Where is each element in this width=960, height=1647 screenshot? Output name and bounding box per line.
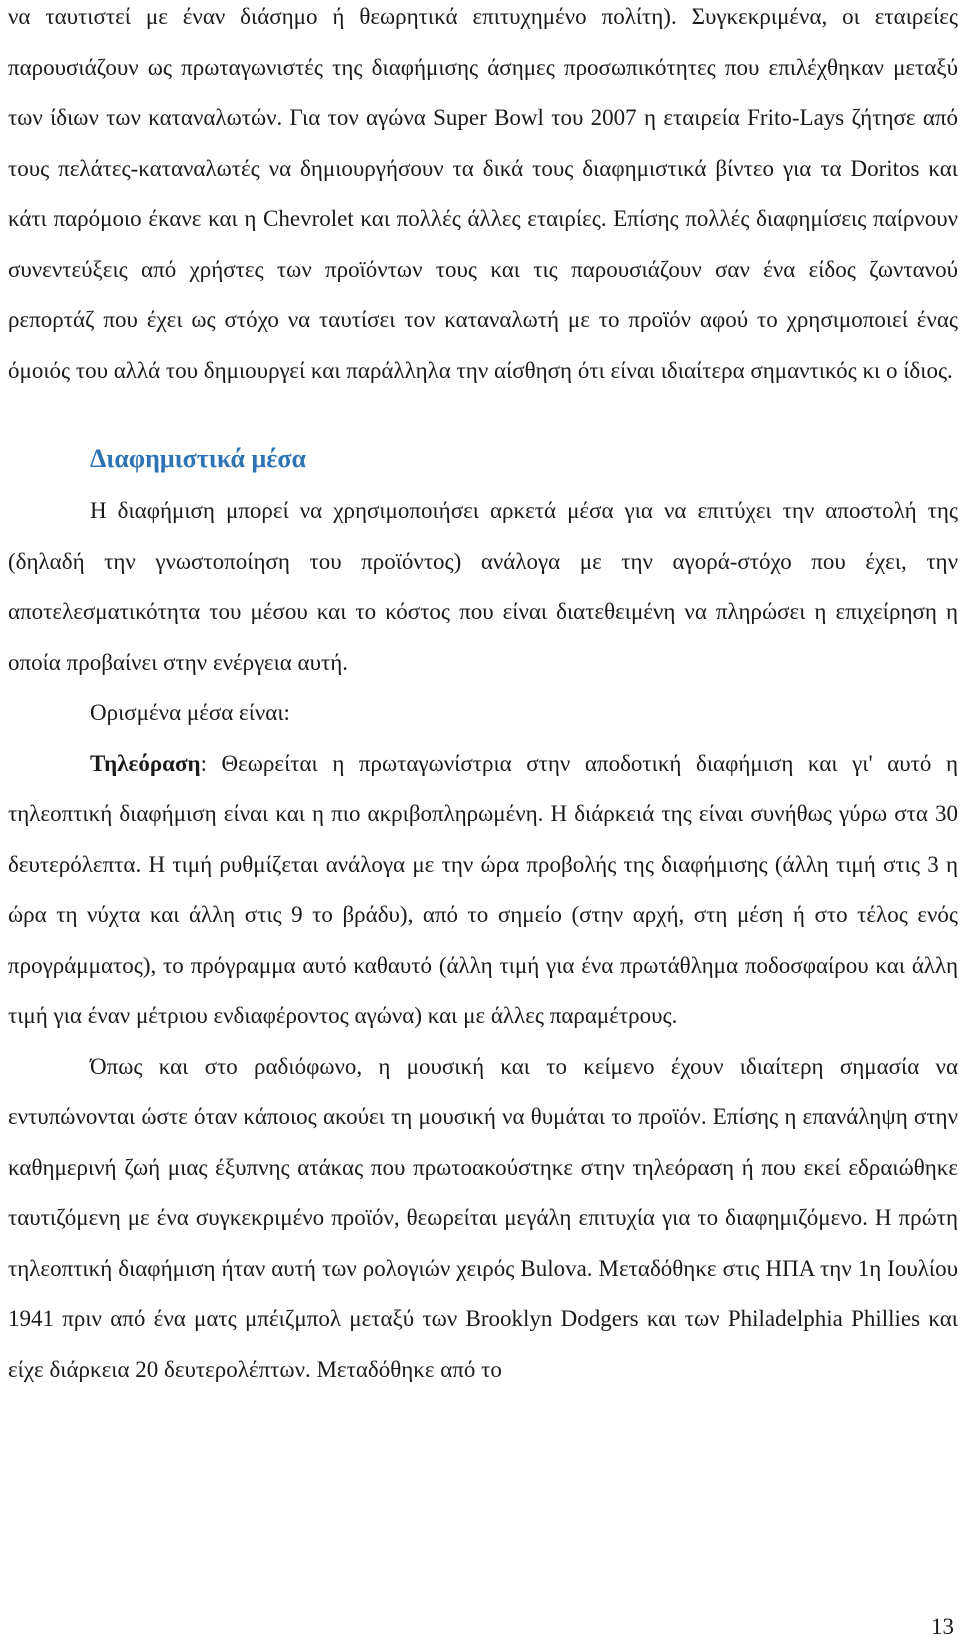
tv-text: : Θεωρείται η πρωταγωνίστρια στην αποδοτική διαφήμιση και γι' αυτό η τηλεοπτική διαφήμιση είναι και η πιο ακριβοπληρωμένη. Η διάρκειά της είναι συνήθως γύρω στα 30 δευτερόλεπτα. Η τιμή ρυθμίζεται ανάλογα με την ώρα προβολής της διαφήμισης (άλλη τιμή στις 3 η ώρα τη νύχτα και άλλη στις 9 το βράδυ), από το σημείο (στην αρχή, στη μέση ή στο τέλος ενός προγράμματος), το πρόγραμμα αυτό καθαυτό (άλλη τιμή για ένα πρωτάθλημα ποδοσφαίρου και άλλη τιμή για έναν μέτριου ενδιαφέροντος αγώνα) και με άλλες παραμέτρους. xyxy=(8,750,958,1028)
paragraph-radio: Όπως και στο ραδιόφωνο, η μουσική και το κείμενο έχουν ιδιαίτερη σημασία να εντυπώνονται ώστε όταν κάποιος ακούει τη μουσική να θυμάται το προϊόν. Επίσης η επανάληψη στην καθημερινή ζωή μιας έξυπνης ατάκας που πρωτοακούστηκε στην τηλεόραση ή που εκεί εδραιώθηκε ταυτιζόμενη με ένα συγκεκριμένο προϊόν, θεωρείται μεγάλη επιτυχία για το διαφημιζόμενο. Η πρώτη τηλεοπτική διαφήμιση ήταν αυτή των ρολογιών χειρός Bulova. Μεταδόθηκε στις ΗΠΑ την 1η Ιουλίου 1941 πριν από ένα ματς μπέιζμπολ μεταξύ των Brooklyn Dodgers και των Philadelphia Phillies και είχε διάρκεια 20 δευτερολέπτων. Μεταδόθηκε από το xyxy=(8,1053,958,1382)
paragraph-intro: να ταυτιστεί με έναν διάσημο ή θεωρητικά επιτυχημένο πολίτη). Συγκεκριμένα, οι εταιρείες παρουσιάζουν ως πρωταγωνιστές της διαφήμισης άσημες προσωπικότητες που επιλέχθηκαν μεταξύ των ίδιων των καταναλωτών. Για τον αγώνα Super Bowl του 2007 η εταιρεία Frito-Lays ζήτησε από τους πελάτες-καταναλωτές να δημιουργήσουν τα δικά τους διαφημιστικά βίντεο για τα Doritos και κάτι παρόμοιο έκανε και η Chevrolet και πολλές άλλες εταιρίες. Επίσης πολλές διαφημίσεις παίρνουν συνεντεύξεις από χρήστες των προϊόντων τους και τις παρουσιάζουν σαν ένα είδος ζωντανού ρεπορτάζ που έχει ως στόχο να ταυτίσει τον καταναλωτή με το προϊόν αφού το χρησιμοποιεί ένας όμοιός του αλλά του δημιουργεί και παράλληλα την αίσθηση ότι είναι ιδιαίτερα σημαντικός κι ο ίδιος. xyxy=(8,4,958,383)
document-page xyxy=(8,0,958,1395)
paragraph-some-media: Ορισμένα μέσα είναι: xyxy=(90,700,290,725)
tv-term: Τηλεόραση xyxy=(90,750,201,776)
section-heading: Διαφημιστικά μέσα xyxy=(90,444,307,473)
page-number: 13 xyxy=(931,1614,954,1639)
paragraph-tv xyxy=(8,739,958,1042)
paragraph-media: Η διαφήμιση μπορεί να χρησιμοποιήσει αρκετά μέσα για να επιτύχει την αποστολή της (δηλαδή την γνωστοποίηση του προϊόντος) ανάλογα με την αγορά-στόχο που έχει, την αποτελεσματικότητα του μέσου και το κόστος που είναι διατεθειμένη να πληρώσει η επιχείρηση η οποία προβαίνει στην ενέργεια αυτή. xyxy=(8,498,958,675)
